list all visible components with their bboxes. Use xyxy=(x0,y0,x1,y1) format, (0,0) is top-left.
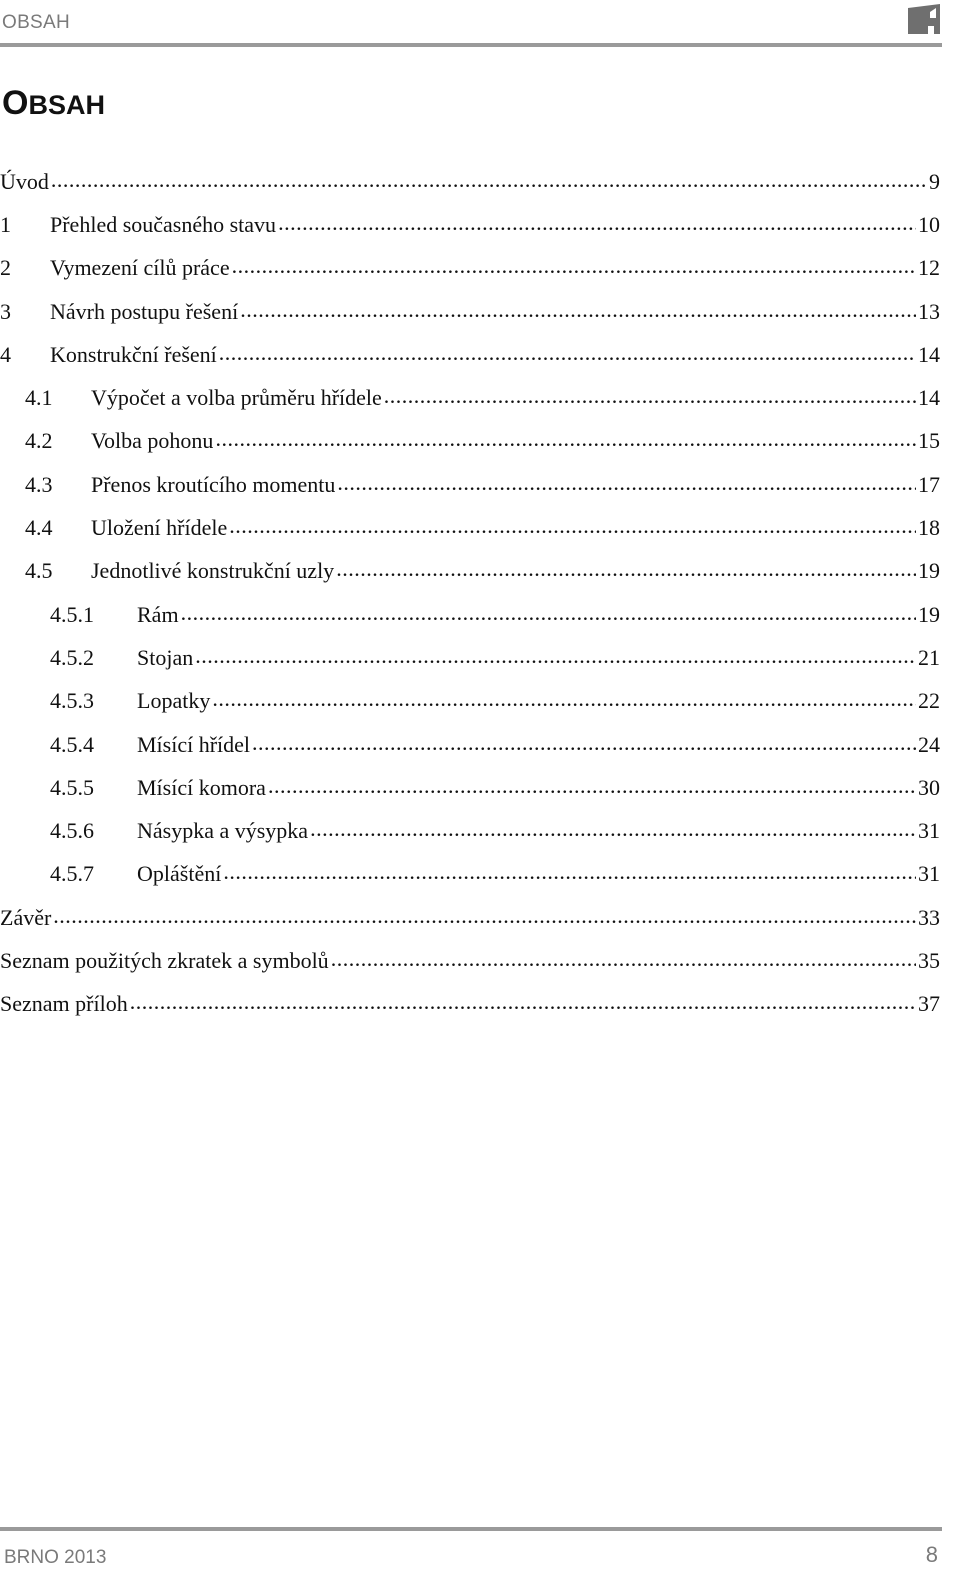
page-number: 8 xyxy=(925,1542,938,1567)
toc-entry[interactable] xyxy=(0,766,940,809)
toc-entry-number: 1 xyxy=(0,211,11,237)
page-title-initial: O xyxy=(2,84,29,122)
footer-divider xyxy=(0,1527,942,1531)
toc-entry-title: Přenos kroutícího momentu xyxy=(91,471,336,497)
toc-entry-title: Závěr xyxy=(0,904,52,930)
toc-entry-number: 4.5.4 xyxy=(50,731,94,757)
toc-entry[interactable] xyxy=(0,160,940,203)
toc-dot-leader xyxy=(181,604,916,626)
toc-entry[interactable] xyxy=(0,939,940,982)
toc-dot-leader xyxy=(223,863,916,885)
toc-entry-page: 17 xyxy=(918,471,940,497)
toc-entry-page: 37 xyxy=(918,991,940,1017)
toc-dot-leader xyxy=(278,214,916,236)
toc-entry-title: Návrh postupu řešení xyxy=(50,298,239,324)
toc-entry[interactable] xyxy=(0,896,940,939)
toc-entry-title: Konstrukční řešení xyxy=(50,341,217,367)
toc-dot-leader xyxy=(336,560,916,582)
toc-dot-leader xyxy=(252,734,916,756)
toc-dot-leader xyxy=(337,474,916,496)
toc-entry[interactable] xyxy=(0,290,940,333)
toc-entry-page: 31 xyxy=(918,818,940,844)
toc-entry-number: 4.5.1 xyxy=(50,601,94,627)
toc-entry[interactable] xyxy=(0,636,940,679)
toc-entry-number: 4.5.7 xyxy=(50,861,94,887)
toc-entry[interactable] xyxy=(0,550,940,593)
toc-entry-number: 3 xyxy=(0,298,11,324)
toc-entry[interactable] xyxy=(0,420,940,463)
toc-entry-page: 30 xyxy=(918,774,940,800)
toc-entry-title: Stojan xyxy=(137,644,194,670)
toc-entry-page: 22 xyxy=(918,688,940,714)
toc-entry[interactable] xyxy=(0,247,940,290)
toc-dot-leader xyxy=(331,950,916,972)
toc-entry-title: Násypka a výsypka xyxy=(137,818,309,844)
toc-entry-page: 14 xyxy=(918,385,940,411)
toc-entry-page: 21 xyxy=(918,644,940,670)
toc-entry[interactable] xyxy=(0,853,940,896)
toc-entry[interactable] xyxy=(0,333,940,376)
toc-entry-page: 10 xyxy=(918,211,940,237)
toc-dot-leader xyxy=(232,257,916,279)
toc-dot-leader xyxy=(212,690,916,712)
toc-entry-title: Uložení hřídele xyxy=(91,515,228,541)
toc-entry-title: Seznam použitých zkratek a symbolů xyxy=(0,947,329,973)
toc-entry-title: Vymezení cílů práce xyxy=(50,255,230,281)
page-title-rest: BSAH xyxy=(28,90,105,120)
running-header-title: OBSAH xyxy=(2,12,71,33)
footer-place-year: BRNO 2013 xyxy=(4,1547,107,1568)
toc-entry-number: 4.5 xyxy=(25,558,53,584)
page-title xyxy=(2,86,105,120)
toc-entry-page: 35 xyxy=(918,947,940,973)
toc-entry[interactable] xyxy=(0,593,940,636)
toc-entry-title: Úvod xyxy=(0,168,49,194)
toc-entry-number: 4.5.5 xyxy=(50,774,94,800)
toc-entry-number: 4 xyxy=(0,341,11,367)
toc-entry-title: Seznam příloh xyxy=(0,991,128,1017)
toc-entry-page: 33 xyxy=(918,904,940,930)
toc-entry-page: 12 xyxy=(918,255,940,281)
toc-entry-page: 18 xyxy=(918,515,940,541)
toc-entry-number: 4.5.2 xyxy=(50,644,94,670)
toc-entry[interactable] xyxy=(0,723,940,766)
toc-entry-page: 15 xyxy=(918,428,940,454)
toc-entry-number: 4.3 xyxy=(25,471,53,497)
toc-entry-number: 4.1 xyxy=(25,385,53,411)
toc-entry-title: Mísící hřídel xyxy=(137,731,251,757)
toc-entry-number: 2 xyxy=(0,255,11,281)
toc-entry-title: Jednotlivé konstrukční uzly xyxy=(91,558,335,584)
toc-entry-title: Opláštění xyxy=(137,861,222,887)
toc-dot-leader xyxy=(268,777,916,799)
toc-entry-number: 4.2 xyxy=(25,428,53,454)
table-of-contents xyxy=(0,160,940,1026)
toc-entry-title: Přehled současného stavu xyxy=(50,211,277,237)
header-divider xyxy=(0,43,942,47)
toc-entry[interactable] xyxy=(0,809,940,852)
toc-entry[interactable] xyxy=(0,376,940,419)
toc-entry-number: 4.4 xyxy=(25,515,53,541)
toc-entry-page: 19 xyxy=(918,558,940,584)
toc-entry-page: 31 xyxy=(918,861,940,887)
toc-entry-page: 9 xyxy=(929,168,940,194)
toc-entry-title: Lopatky xyxy=(137,688,211,714)
toc-dot-leader xyxy=(215,430,916,452)
toc-entry[interactable] xyxy=(0,203,940,246)
faculty-logo-icon xyxy=(908,4,940,34)
toc-entry-number: 4.5.6 xyxy=(50,818,94,844)
toc-entry-title: Mísící komora xyxy=(137,774,266,800)
toc-entry[interactable] xyxy=(0,506,940,549)
toc-entry-page: 24 xyxy=(918,731,940,757)
toc-dot-leader xyxy=(51,171,927,193)
toc-entry[interactable] xyxy=(0,680,940,723)
toc-entry-page: 13 xyxy=(918,298,940,324)
toc-dot-leader xyxy=(310,820,916,842)
toc-entry-number: 4.5.3 xyxy=(50,688,94,714)
toc-dot-leader xyxy=(384,387,916,409)
toc-entry-title: Volba pohonu xyxy=(91,428,214,454)
toc-entry-page: 19 xyxy=(918,601,940,627)
toc-dot-leader xyxy=(219,344,916,366)
toc-entry-page: 14 xyxy=(918,341,940,367)
toc-dot-leader xyxy=(240,301,916,323)
toc-entry[interactable] xyxy=(0,983,940,1026)
toc-dot-leader xyxy=(229,517,916,539)
toc-dot-leader xyxy=(53,907,916,929)
toc-dot-leader xyxy=(195,647,916,669)
toc-entry-title: Výpočet a volba průměru hřídele xyxy=(91,385,382,411)
toc-entry[interactable] xyxy=(0,463,940,506)
toc-entry-title: Rám xyxy=(137,601,179,627)
toc-dot-leader xyxy=(130,993,916,1015)
